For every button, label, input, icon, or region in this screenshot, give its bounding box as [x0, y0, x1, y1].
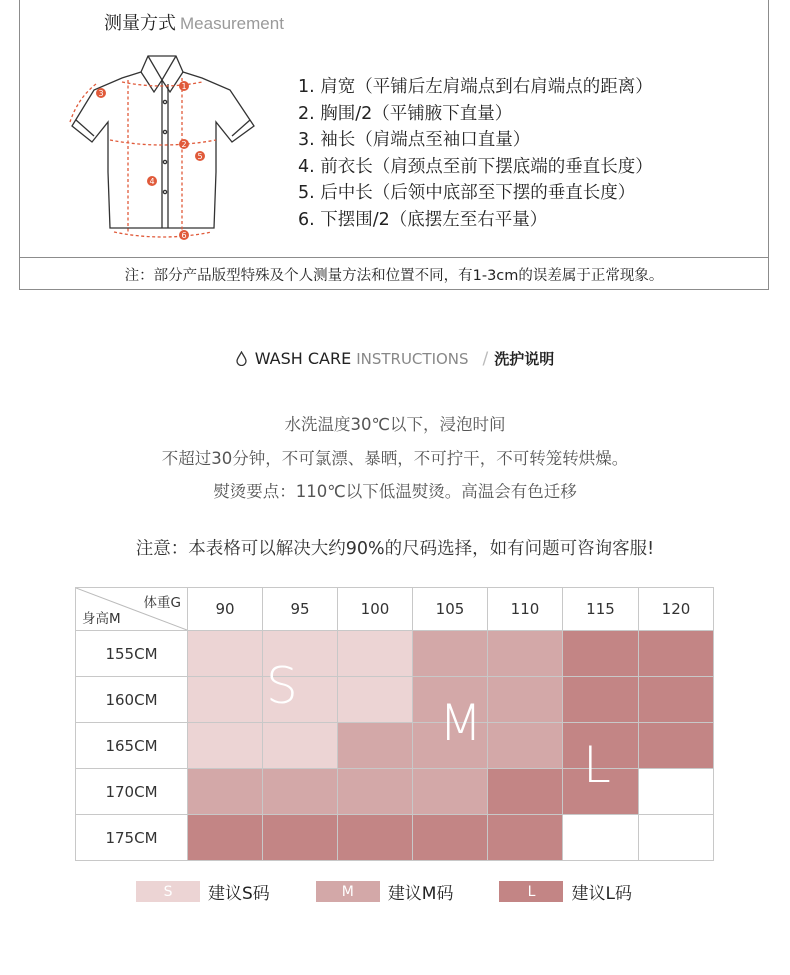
size-cell [413, 723, 488, 769]
size-cell [188, 815, 263, 861]
measurement-item: 4. 前衣长（肩颈点至前下摆底端的垂直长度） [298, 156, 653, 177]
measurement-title-en: Measurement [180, 14, 284, 33]
height-label: 155CM [76, 631, 188, 677]
size-cell [263, 769, 338, 815]
table-row [76, 631, 714, 677]
measurement-item: 2. 胸围/2（平铺腋下直量） [298, 103, 513, 124]
size-cell [639, 723, 714, 769]
size-cell [413, 677, 488, 723]
measurement-item: 3. 袖长（肩端点至袖口直量） [298, 130, 531, 151]
table-corner-cell [76, 588, 188, 631]
height-label: 160CM [76, 677, 188, 723]
table-row [76, 723, 714, 769]
height-label: 165CM [76, 723, 188, 769]
marker-6 [179, 230, 189, 240]
water-drop-icon [236, 351, 247, 366]
svg-text:2: 2 [181, 140, 187, 149]
size-cell [639, 631, 714, 677]
size-cell [639, 815, 714, 861]
height-label: 170CM [76, 769, 188, 815]
svg-text:1: 1 [181, 82, 187, 91]
height-axis-label: 身高M [82, 611, 121, 627]
marker-1 [179, 81, 189, 91]
size-cell [639, 677, 714, 723]
size-cell [263, 815, 338, 861]
sleeve-line [70, 84, 96, 122]
size-cell [338, 723, 413, 769]
size-chart-note: 注意：本表格可以解决大约90%的尺码选择，如有问题可咨询客服! [135, 539, 655, 559]
shirt-measurement-diagram [64, 50, 274, 246]
size-cell [413, 769, 488, 815]
chest-line [110, 140, 216, 145]
hem-line [114, 232, 212, 237]
size-cell [563, 815, 639, 861]
svg-text:4: 4 [149, 177, 155, 186]
legend-item-l [499, 879, 631, 904]
measurement-note: 注：部分产品版型特殊及个人测量方法和位置不同，有1-3cm的误差属于正常现象。 [20, 257, 768, 291]
wash-care-title-zh: 洗护说明 [494, 350, 555, 368]
legend-item-s [136, 879, 270, 904]
size-cell [338, 631, 413, 677]
svg-text:5: 5 [197, 152, 203, 161]
size-legend [0, 879, 790, 904]
svg-text:3: 3 [98, 89, 104, 98]
size-cell [263, 631, 338, 677]
measurement-list [298, 74, 653, 234]
marker-4 [147, 176, 157, 186]
size-chart-table [75, 587, 714, 861]
size-cell [338, 815, 413, 861]
size-cell [338, 677, 413, 723]
shirt-collar [141, 56, 183, 72]
wash-care-line: 熨烫要点：110℃以下低温熨烫。高温会有色迁移 [213, 482, 577, 501]
weight-header: 110 [488, 588, 563, 631]
table-row [76, 769, 714, 815]
table-row [76, 677, 714, 723]
measurement-panel [19, 0, 769, 290]
size-region-letter-m: M [439, 694, 483, 752]
wash-care-title-instructions: INSTRUCTIONS [356, 349, 469, 368]
measurement-item: 1. 肩宽（平铺后左肩端点到右肩端点的距离） [298, 77, 653, 97]
marker-2 [179, 139, 189, 149]
size-cell [488, 631, 563, 677]
wash-care-header [0, 348, 790, 369]
wash-care-title-en: WASH CARE [254, 349, 352, 368]
size-cell [188, 723, 263, 769]
legend-label: 建议S码 [208, 884, 270, 904]
legend-swatch-s: S [136, 881, 200, 902]
legend-item-m [316, 879, 454, 904]
weight-header: 115 [563, 588, 639, 631]
measurement-item: 5. 后中长（后领中底部至下摆的垂直长度） [298, 183, 636, 204]
size-cell [413, 815, 488, 861]
table-header-row [76, 588, 714, 631]
size-cell [488, 769, 563, 815]
wash-care-line: 不超过30分钟，不可氯漂、暴晒，不可拧干，不可转笼转烘燥。 [161, 448, 629, 468]
size-cell [188, 631, 263, 677]
size-cell [563, 631, 639, 677]
height-label: 175CM [76, 815, 188, 861]
wash-care-divider: / [482, 348, 489, 369]
size-cell [563, 677, 639, 723]
weight-header: 100 [338, 588, 413, 631]
legend-swatch-m: M [316, 881, 380, 902]
measurement-title-zh: 测量方式 [104, 13, 176, 34]
size-cell [263, 677, 338, 723]
wash-care-instructions [0, 408, 790, 509]
weight-header: 105 [413, 588, 488, 631]
size-cell [563, 769, 639, 815]
weight-header: 90 [188, 588, 263, 631]
table-row [76, 815, 714, 861]
wash-care-line: 水洗温度30℃以下，浸泡时间 [284, 415, 506, 434]
size-cell [488, 723, 563, 769]
size-cell [188, 677, 263, 723]
svg-text:6: 6 [181, 231, 187, 240]
marker-3 [96, 88, 106, 98]
legend-label: 建议L码 [571, 884, 632, 904]
weight-axis-label: 体重G [143, 595, 181, 611]
size-region-letter-l: L [583, 736, 611, 794]
size-cell [413, 631, 488, 677]
size-cell [338, 769, 413, 815]
measurement-item: 6. 下摆围/2（底摆左至右平量） [298, 209, 548, 230]
size-cell [488, 677, 563, 723]
marker-5 [195, 151, 205, 161]
measurement-title [104, 9, 284, 35]
size-region-letter-s: S [266, 657, 298, 715]
size-cell [639, 769, 714, 815]
weight-header: 95 [263, 588, 338, 631]
size-cell [563, 723, 639, 769]
size-cell [188, 769, 263, 815]
weight-header: 120 [639, 588, 714, 631]
size-cell [488, 815, 563, 861]
legend-swatch-l: L [499, 881, 563, 902]
size-cell [263, 723, 338, 769]
legend-label: 建议M码 [387, 884, 454, 904]
